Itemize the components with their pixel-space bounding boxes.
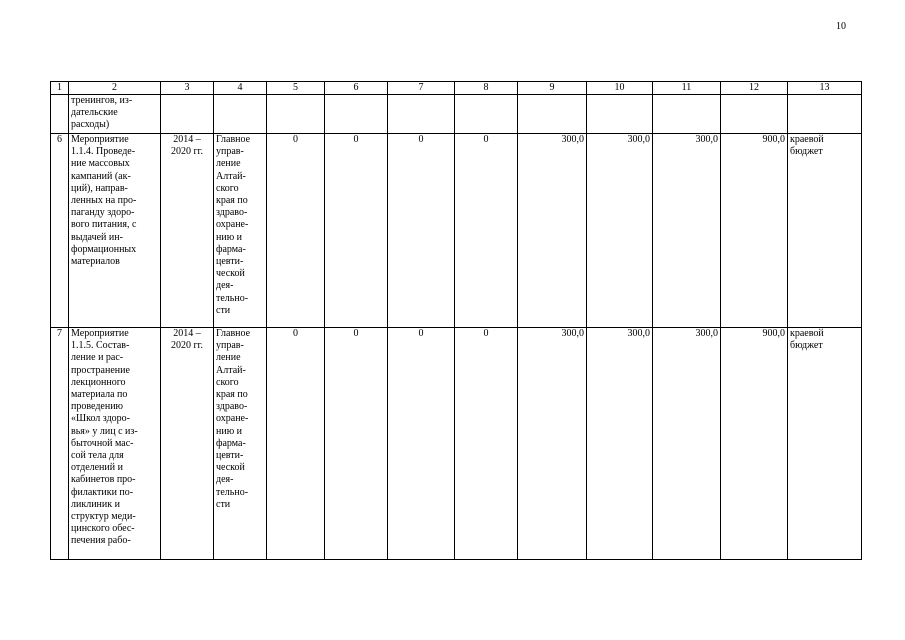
executor-cell (214, 95, 267, 134)
funding-source-cell: краевой бюджет (788, 134, 862, 328)
value-cell: 300,0 (587, 134, 653, 328)
value-cell: 0 (388, 328, 455, 560)
value-cell (267, 95, 325, 134)
program-table (50, 81, 862, 560)
row-number-cell (51, 95, 69, 134)
column-number: 10 (587, 82, 653, 95)
period-cell: 2014 – 2020 гг. (161, 134, 214, 328)
value-cell: 300,0 (653, 328, 721, 560)
column-number: 3 (161, 82, 214, 95)
column-number: 4 (214, 82, 267, 95)
value-cell (455, 95, 518, 134)
row-number-cell: 6 (51, 134, 69, 328)
column-number: 7 (388, 82, 455, 95)
value-cell: 300,0 (587, 328, 653, 560)
value-cell: 900,0 (721, 328, 788, 560)
value-cell (325, 95, 388, 134)
column-number: 1 (51, 82, 69, 95)
column-number: 11 (653, 82, 721, 95)
table-row (51, 328, 862, 560)
value-cell (518, 95, 587, 134)
column-number: 5 (267, 82, 325, 95)
value-cell (653, 95, 721, 134)
value-cell (388, 95, 455, 134)
row-number-cell: 7 (51, 328, 69, 560)
period-cell: 2014 – 2020 гг. (161, 328, 214, 560)
activity-cell: Мероприятие 1.1.5. Состав- ление и рас- пространение лекционного материала по проведению «Школ здоро- вья» у лиц с из- быточной мас- сой тела для отделений и кабинетов про- филактики по- ликлиник и структур меди- цинского обес- печения рабо- (69, 328, 161, 560)
column-number: 13 (788, 82, 862, 95)
activity-cell: Мероприятие 1.1.4. Проведе- ние массовых кампаний (ак- ций), направ- ленных на про- паганду здоро- вого питания, с выдачей ин- формационных материалов (69, 134, 161, 328)
value-cell: 0 (455, 328, 518, 560)
table-row (51, 95, 862, 134)
period-cell (161, 95, 214, 134)
table-row (51, 134, 862, 328)
value-cell: 300,0 (518, 134, 587, 328)
column-number: 8 (455, 82, 518, 95)
value-cell: 300,0 (653, 134, 721, 328)
column-number: 9 (518, 82, 587, 95)
value-cell: 0 (325, 328, 388, 560)
column-number: 12 (721, 82, 788, 95)
value-cell: 0 (267, 134, 325, 328)
value-cell (721, 95, 788, 134)
funding-source-cell (788, 95, 862, 134)
executor-cell: Главное управ- ление Алтай- ского края по здраво- охране- нию и фарма- цевти- ческой дея- тельно- сти (214, 134, 267, 328)
value-cell: 300,0 (518, 328, 587, 560)
value-cell (587, 95, 653, 134)
column-number-row (51, 82, 862, 95)
value-cell: 900,0 (721, 134, 788, 328)
activity-cell: тренингов, из- дательские расходы) (69, 95, 161, 134)
value-cell: 0 (325, 134, 388, 328)
page-number: 10 (836, 21, 846, 32)
executor-cell: Главное управ- ление Алтай- ского края по здраво- охране- нию и фарма- цевти- ческой дея- тельно- сти (214, 328, 267, 560)
value-cell: 0 (267, 328, 325, 560)
column-number: 2 (69, 82, 161, 95)
funding-source-cell: краевой бюджет (788, 328, 862, 560)
value-cell: 0 (388, 134, 455, 328)
column-number: 6 (325, 82, 388, 95)
value-cell: 0 (455, 134, 518, 328)
